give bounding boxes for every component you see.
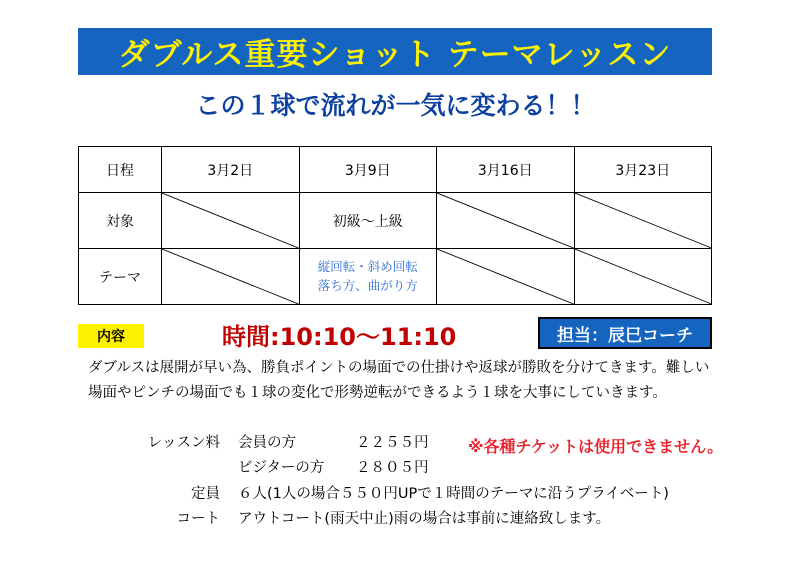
table-row-dates [79,147,712,193]
target-cell-1 [162,193,300,249]
target-cell-4 [574,193,712,249]
target-cell-2: 初級〜上級 [299,193,437,249]
detail-row-capacity [128,483,728,505]
diagonal-slash-icon [162,193,299,248]
row-label-target: 対象 [79,193,162,249]
date-cell-1: 3月2日 [162,147,300,193]
date-cell-3: 3月16日 [437,147,575,193]
fee-label: レッスン料 [147,435,220,451]
date-cell-2: 3月9日 [299,147,437,193]
table-row-target [79,193,712,249]
fee-member-label: 会員の方 [238,435,296,451]
court-value: アウトコート(雨天中止)雨の場合は事前に連絡致します。 [238,511,611,528]
page-title: ダブルス重要ショット テーマレッスン [118,37,672,73]
capacity-value: ６人(1人の場合５５０円UPで１時間のテーマに沿うプライベート) [238,485,669,502]
description-text: ダブルスは展開が早い為、勝負ポイントの場面での仕掛けや返球が勝敗を分けてきます。難しい場面やピンチの場面でも１球の変化で形勢逆転ができるよう１球を大事にしていきます。 [88,360,710,402]
subtitle: この１球で流れが一気に変わる！！ [195,91,596,120]
detail-row-court [128,508,728,530]
detail-row-fee-visitor [128,457,728,479]
fee-visitor-price: ２８０５円 [356,460,429,477]
title-banner [78,28,712,75]
capacity-label: 定員 [191,485,220,502]
fee-member-price: ２２５５円 [356,435,429,451]
diagonal-slash-icon [575,193,712,248]
theme-cell-3 [437,249,575,305]
table-row-theme [79,249,712,305]
diagonal-slash-icon [437,249,574,304]
content-badge: 内容 [78,324,144,348]
ticket-note: ※各種チケットは使用できません。 [468,437,724,456]
court-label: コート [176,511,220,528]
theme-cell-1 [162,249,300,305]
diagonal-slash-icon [575,249,712,304]
diagonal-slash-icon [162,249,299,304]
row-label-schedule: 日程 [79,147,162,193]
date-cell-4: 3月23日 [574,147,712,193]
target-cell-3 [437,193,575,249]
coach-badge: 担当：辰巳コーチ [538,317,712,349]
theme-cell-4 [574,249,712,305]
theme-cell-2: 縦回転・斜め回転 落ち方、曲がり方 [299,249,437,305]
diagonal-slash-icon [437,193,574,248]
schedule-table [78,146,712,305]
fee-visitor-label: ビジターの方 [238,460,325,477]
lesson-time: 時間:10:10〜11:10 [222,323,457,351]
row-label-theme: テーマ [79,249,162,305]
